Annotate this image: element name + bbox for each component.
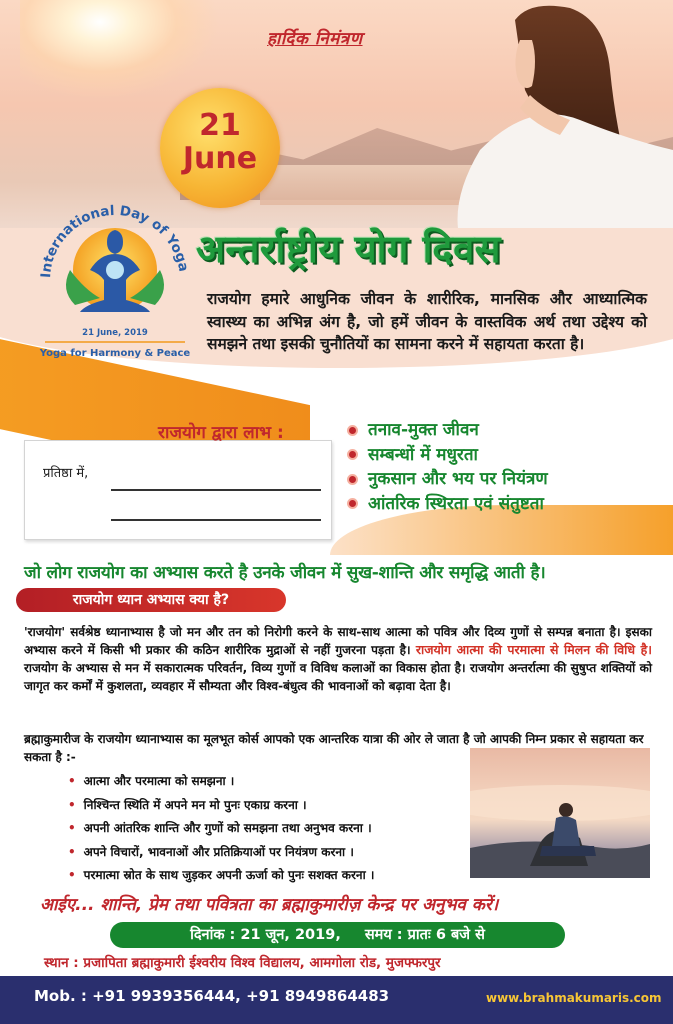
meditation-photo (470, 748, 650, 878)
benefits-label: राजयोग द्वारा लाभ : (158, 423, 284, 443)
bullet-text: परमात्मा स्रोत के साथ जुड़कर अपनी ऊर्जा को पुनः सशक्त करना । (83, 868, 375, 882)
highlight-text: राजयोग आत्मा की परमात्मा से मिलन की विधि है। (415, 642, 652, 657)
meditating-woman-image (420, 0, 673, 240)
list-item (68, 794, 374, 818)
list-item (68, 770, 374, 794)
bullet-text: निश्चिन्त स्थिति में अपने मन मो पुनः एकाग्र करना । (83, 797, 307, 812)
yoga-day-logo (30, 170, 200, 370)
address-box (24, 440, 332, 540)
list-item (68, 864, 374, 888)
invitation-line: आईए... शान्ति, प्रेम तथा पवित्रता का ब्रह्माकुमारीज़ केन्द्र पर अनुभव करें। (40, 895, 499, 915)
bullet-text: अपने विचारों, भावनाओं और प्रतिक्रियाओं पर नियंत्रण करना । (83, 844, 354, 859)
list-item (68, 817, 374, 841)
event-timing (110, 922, 565, 948)
address-label: प्रतिष्ठा में, (43, 466, 89, 481)
event-date: दिनांक : 21 जून, 2019, (190, 927, 341, 943)
bullet-icon: • (68, 844, 76, 859)
list-item (347, 443, 548, 468)
bullet-text: अपनी आंतरिक शान्ति और गुणों को समझना तथा अनुभव करना । (83, 821, 372, 835)
venue-address: स्थान : प्रजापिता ब्रह्माकुमारी ईश्वरीय विश्व विद्यालय, आमगोला रोड, मुजफ्फरपुर (44, 955, 441, 971)
course-benefits-list (68, 770, 374, 888)
globe-icon (106, 261, 124, 279)
benefits-list (347, 418, 548, 516)
intro-paragraph: राजयोग हमारे आधुनिक जीवन के शारीरिक, मानसिक और आध्यात्मिक स्वास्थ्य का अभिन्न अंग है, जो हमें जीवन के वास्तविक अर्थ तथा उद्देश्य को समझने तथा इसकी चुनौतियों का सामना करने में सहायता करता है। (207, 290, 647, 353)
logo-date: 21 June, 2019 (82, 328, 148, 338)
section-heading: राजयोग ध्यान अभ्यास क्या है? (16, 588, 286, 612)
website-link[interactable]: www.brahmakumaris.com (486, 991, 662, 1005)
page-title: अन्तर्राष्ट्रीय योग दिवस (196, 227, 501, 271)
list-item (347, 418, 548, 443)
bullet-icon (347, 425, 358, 436)
logo-tagline: Yoga for Harmony & Peace (39, 348, 191, 359)
list-item (68, 841, 374, 865)
logo-arc-text: International Day of Yoga (38, 202, 192, 279)
course-paragraph: ब्रह्माकुमारीज के राजयोग ध्यानाभ्यास का मूलभूत कोर्स आपको एक आन्तरिक यात्रा की ओर ले जाता है जो आपकी निम्न प्रकार से सहायता कर सकता है :- (24, 732, 644, 764)
benefit-text: नुकसान और भय पर नियंत्रण (368, 469, 548, 489)
event-time: समय : प्रातः 6 बजे से (364, 927, 485, 943)
bullet-icon: • (68, 821, 76, 835)
footer-bar (0, 976, 673, 1024)
bullet-icon (347, 474, 358, 485)
date-month: June (182, 141, 258, 176)
bullet-icon: • (68, 797, 76, 812)
sun-glow (20, 0, 220, 100)
bullet-icon: • (68, 774, 76, 788)
address-line (111, 489, 321, 491)
body-text: 'राजयोग' सर्वश्रेष्ठ ध्यानाभ्यास है जो मन और तन को निरोगी करने के साथ-साथ आत्मा को पवित्र और दिव्य गुणों से सम्पन्न बनाता है। इसका अभ्यास करने में किसी भी प्रकार की कठिन शारीरिक मुद्राओं से नहीं गुजरना पड़ता है। (24, 625, 652, 657)
benefit-text: आंतरिक स्थिरता एवं संतुष्टता (368, 493, 544, 514)
body-paragraph (24, 623, 652, 695)
address-line (111, 519, 321, 521)
bullet-icon (347, 498, 358, 509)
bullet-icon: • (68, 868, 76, 882)
tagline-banner: जो लोग राजयोग का अभ्यास करते है उनके जीवन में सुख-शान्ति और समृद्धि आती है। (24, 563, 546, 583)
date-day: 21 (199, 108, 241, 143)
benefit-text: सम्बन्धों में मधुरता (368, 444, 478, 465)
list-item (347, 492, 548, 517)
benefit-text: तनाव-मुक्त जीवन (368, 420, 479, 440)
mobile-numbers: Mob. : +91 9939356444, +91 8949864483 (34, 987, 390, 1005)
body-text: राजयोग के अभ्यास से मन में सकारात्मक परिवर्तन, विव्य गुणों व विविध कलाओं का विकास होता है। राजयोग अन्तर्रात्मा की सुषुप्त शक्तियों को जागृत कर कर्मों में कुशलता, व्यवहार में सौम्यता और विश्व-बंधुत्व की भावनाओं को बढ़ावा देता है। (24, 661, 652, 693)
bullet-icon (347, 449, 358, 460)
invitation-heading: हार्दिक निमंत्रण (267, 29, 363, 49)
bullet-text: आत्मा और परमात्मा को समझना । (83, 774, 235, 788)
list-item (347, 467, 548, 492)
